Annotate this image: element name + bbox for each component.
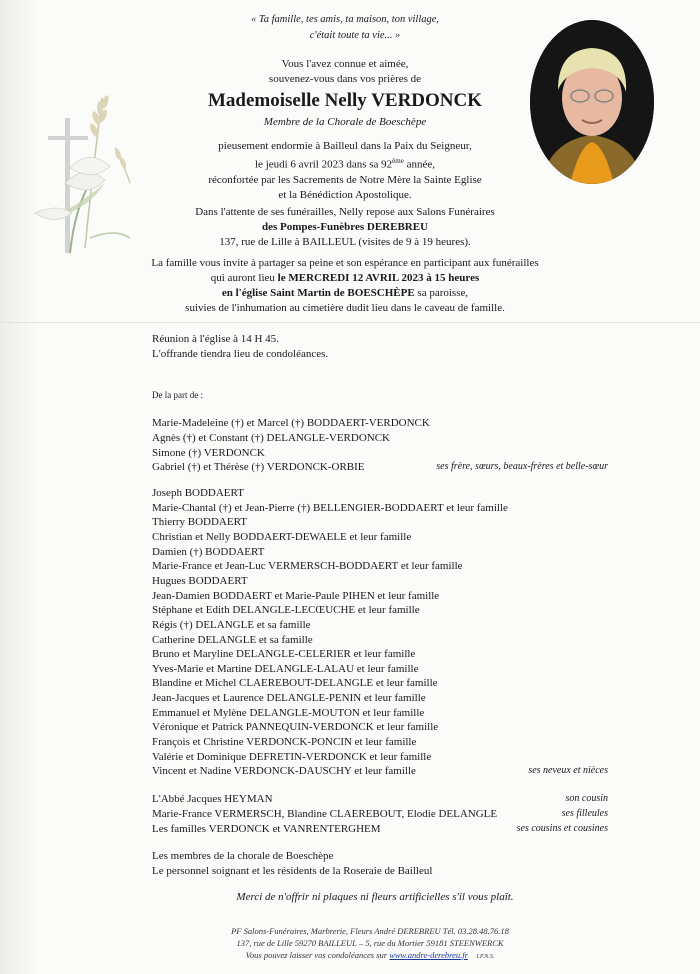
repose-info: Dans l'attente de ses funérailles, Nelly repose aux Salons Funéraires des Pompes-Funèbres DEREBREU 137, rue de Lille à BAILLEUL (visites de 9 à 19 heures). [195, 206, 495, 248]
relation-label: son cousin [565, 793, 608, 804]
family-member-line: Bruno et Maryline DELANGLE-CELERIER et leur famille [152, 648, 416, 661]
family-member-line: Yves-Marie et Martine DELANGLE-LALAU et leur famille [152, 662, 419, 675]
family-member-line: Hugues BODDAERT [152, 574, 248, 587]
deceased-name: Mademoiselle Nelly VERDONCK [207, 90, 483, 111]
relation-siblings: ses frère, sœurs, beaux-frères et belle-sœur [436, 461, 608, 472]
relation-nephews: ses neveux et nièces [528, 765, 608, 776]
family-member-line: Marie-France VERMERSCH, Blandine CLAEREBOUT, Elodie DELANGLE [152, 807, 498, 820]
family-member-line: L'Abbé Jacques HEYMAN [152, 793, 273, 805]
family-member-line: Marie-France et Jean-Luc VERMERSCH-BODDAERT et leur famille [152, 560, 463, 573]
family-member-line: Damien (†) BODDAERT [152, 545, 265, 558]
family-member-line: Véronique et Patrick PANNEQUIN-VERDONCK et leur famille [152, 721, 439, 734]
intro-text: Vous l'avez connue et aimée, souvenez-vous dans vos prières de [268, 58, 422, 85]
funeral-home-footer: PF Salons-Funéraires, Marbrerie, Fleurs André DEREBREU Tél. 03.28.48.76.18 137, rue de Lille 59270 BAILLEUL – 5, rue du Mortier 59181 STEENWERCK Vous pouvez laisser vos condoléances sur www.andre-derebreu.fr I.P.N.S. [231, 926, 509, 960]
relation-label: ses filleules [561, 807, 608, 819]
other-mourners: Les membres de la chorale de Boeschèpe Le personnel soignant et les résidents de la Roseraie de Bailleul [152, 850, 433, 877]
closing-note: Merci de n'offrir ni plaques ni fleurs artificielles s'il vous plaît. [236, 891, 514, 903]
deceased-subtitle: Membre de la Chorale de Boeschèpe [263, 116, 427, 128]
meeting-info: Réunion à l'église à 14 H 45. L'offrande tiendra lieu de condoléances. [152, 333, 329, 360]
relation-label: ses cousins et cousines [516, 822, 608, 834]
from-label: De la part de : [152, 390, 203, 400]
family-member-line: Thierry BODDAERT [152, 516, 247, 529]
family-member-line: François et Christine VERDONCK-PONCIN et leur famille [152, 736, 417, 749]
family-member-line: Simone (†) VERDONCK [152, 446, 265, 459]
family-member-line: Blandine et Michel CLAEREBOUT-DELANGLE et leur famille [152, 677, 438, 690]
family-member-line: Marie-Chantal (†) et Jean-Pierre (†) BELLENGIER-BODDAERT et leur famille [152, 501, 508, 514]
family-member-line: Stéphane et Edith DELANGLE-LECŒUCHE et leur famille [152, 604, 420, 617]
death-announcement: pieusement endormie à Bailleul dans la Paix du Seigneur, le jeudi 6 avril 2023 dans sa 92ème année, réconfortée par les Sacrements de Notre Mère la Sainte Eglise et la Bénédiction Apostolique. [208, 140, 482, 201]
family-member-line: Jean-Damien BODDAERT et Marie-Paule PIHEN et leur famille [152, 589, 440, 602]
family-member-line: Catherine DELANGLE et sa famille [152, 633, 313, 646]
family-member-line: Les familles VERDONCK et VANRENTERGHEM [152, 822, 381, 835]
family-member-line: Régis (†) DELANGLE et sa famille [152, 618, 311, 631]
family-member-line: Christian et Nelly BODDAERT-DEWAELE et leur famille [152, 530, 412, 543]
family-member-line: Jean-Jacques et Laurence DELANGLE-PENIN et leur famille [152, 692, 426, 705]
family-member-line: Marie-Madeleine (†) et Marcel (†) BODDAERT-VERDONCK [152, 417, 430, 429]
family-member-line: Agnès (†) et Constant (†) DELANGLE-VERDONCK [152, 431, 390, 444]
family-member-line: Valérie et Dominique DEFRETIN-VERDONCK et leur famille [152, 750, 432, 763]
family-member-line: Emmanuel et Mylène DELANGLE-MOUTON et leur famille [152, 706, 425, 719]
family-member-line: Gabriel (†) et Thérèse (†) VERDONCK-ORBIE [152, 461, 365, 474]
epitaph-quote: « Ta famille, tes amis, ta maison, ton village, c'était toute ta vie... » [250, 14, 440, 41]
cross-lily-icon [30, 88, 140, 258]
funeral-info: La famille vous invite à partager sa peine et son espérance en participant aux funérailles qui auront lieu le MERCREDI 12 AVRIL 2023 à 15 heures en l'église Saint Martin de BOESCHÈPE sa paroisse, suivies de l'inhumation au cimetière dudit lieu dans le caveau de famille. [151, 257, 539, 314]
family-member-line: Joseph BODDAERT [152, 487, 244, 499]
family-member-line: Vincent et Nadine VERDONCK-DAUSCHY et leur famille [152, 765, 416, 778]
page-fold-line [0, 322, 700, 323]
condolences-link[interactable]: www.andre-derebreu.fr [389, 950, 468, 960]
